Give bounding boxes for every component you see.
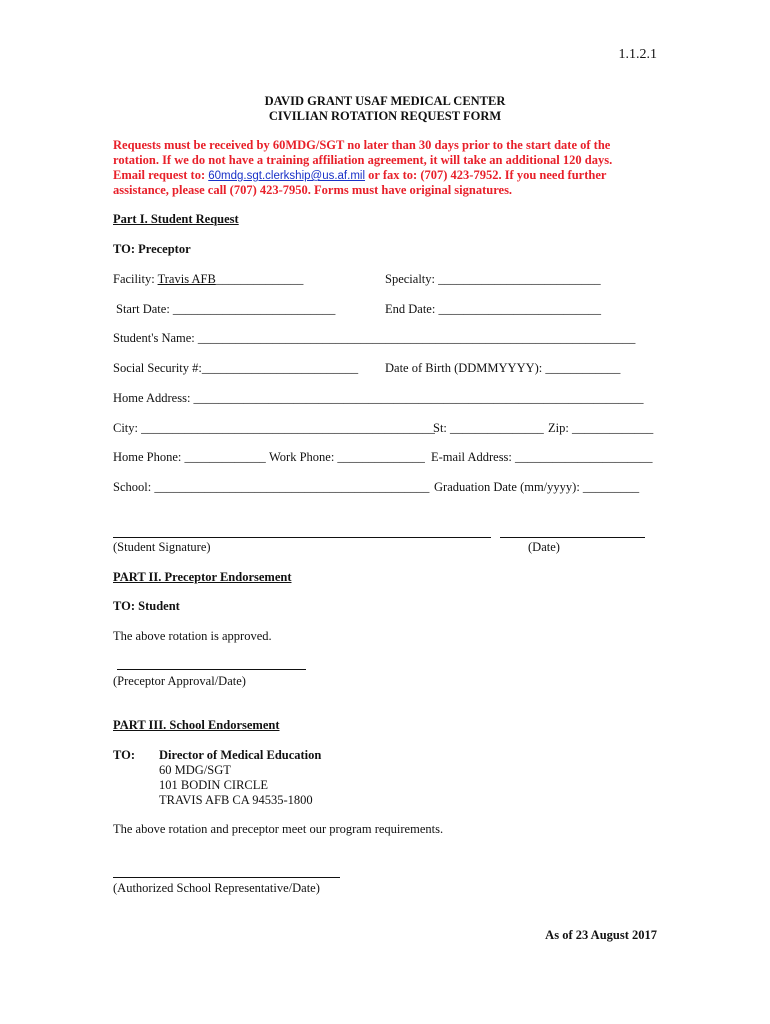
home-address-field[interactable]: Home Address: ________________________________________________________________________ bbox=[113, 391, 644, 405]
student-signature-label: (Student Signature) bbox=[113, 540, 211, 554]
work-phone-field[interactable]: Work Phone: ______________ bbox=[269, 450, 425, 464]
school-field[interactable]: School: ____________________________________________ bbox=[113, 480, 430, 494]
rotation-approved-text: The above rotation is approved. bbox=[113, 629, 272, 643]
part2-title: PART II. Preceptor Endorsement bbox=[113, 570, 292, 584]
ssn-field[interactable]: Social Security #:_________________________ bbox=[113, 361, 359, 375]
part1-to-preceptor: TO: Preceptor bbox=[113, 242, 191, 256]
state-field[interactable]: St: _______________ bbox=[433, 421, 544, 435]
dob-field[interactable]: Date of Birth (DDMMYYYY): ____________ bbox=[385, 361, 621, 375]
header-title-line1: DAVID GRANT USAF MEDICAL CENTER bbox=[264, 94, 506, 108]
school-rep-label: (Authorized School Representative/Date) bbox=[113, 881, 320, 895]
student-date-label: (Date) bbox=[528, 540, 560, 554]
notice-line2: rotation. If we do not have a training affiliation agreement, it will take an additional 120 days. bbox=[113, 153, 613, 167]
document-number: 1.1.2.1 bbox=[618, 47, 657, 62]
notice-line1: Requests must be received by 60MDG/SGT no later than 30 days prior to the start date of the bbox=[113, 138, 611, 152]
notice-line4: assistance, please call (707) 423-7950. Forms must have original signatures. bbox=[113, 183, 513, 197]
end-date-field[interactable]: End Date: __________________________ bbox=[385, 302, 601, 316]
email-address-field[interactable]: E-mail Address: ______________________ bbox=[431, 450, 653, 464]
preceptor-approval-label: (Preceptor Approval/Date) bbox=[113, 674, 246, 688]
student-date-line[interactable] bbox=[500, 537, 645, 538]
facility-value: Travis AFB bbox=[157, 272, 216, 286]
part2-to-student: TO: Student bbox=[113, 599, 180, 613]
address-line3: TRAVIS AFB CA 94535-1800 bbox=[159, 793, 313, 807]
facility-blank: ______________ bbox=[215, 272, 304, 286]
address-line1: 60 MDG/SGT bbox=[159, 763, 231, 777]
student-signature-line[interactable] bbox=[113, 537, 491, 538]
part1-title: Part I. Student Request bbox=[113, 212, 239, 226]
facility-label: Facility: bbox=[113, 272, 158, 286]
specialty-field[interactable]: Specialty: __________________________ bbox=[385, 272, 601, 286]
notice-line3 bbox=[113, 168, 606, 184]
email-link[interactable]: 60mdg.sgt.clerkship@us.af.mil bbox=[208, 170, 366, 182]
notice-fax-text: or fax to: (707) 423-7952. If you need further bbox=[365, 168, 607, 182]
address-recipient: Director of Medical Education bbox=[159, 748, 322, 762]
graduation-date-field[interactable]: Graduation Date (mm/yyyy): _________ bbox=[434, 480, 640, 494]
school-rep-signature-line[interactable] bbox=[113, 877, 340, 878]
program-requirements-text: The above rotation and preceptor meet our program requirements. bbox=[113, 822, 444, 836]
student-name-field[interactable]: Student's Name: ______________________________________________________________________ bbox=[113, 331, 636, 345]
zip-field[interactable]: Zip: _____________ bbox=[548, 421, 654, 435]
home-phone-field[interactable]: Home Phone: _____________ bbox=[113, 450, 266, 464]
as-of-date: As of 23 August 2017 bbox=[545, 928, 657, 942]
preceptor-signature-line[interactable] bbox=[117, 669, 306, 670]
part3-to-label: TO: bbox=[113, 748, 135, 762]
start-date-field[interactable]: Start Date: __________________________ bbox=[116, 302, 336, 316]
city-field[interactable]: City: _______________________________________________ bbox=[113, 421, 435, 435]
part3-title: PART III. School Endorsement bbox=[113, 718, 280, 732]
notice-email-prefix: Email request to: bbox=[113, 168, 209, 182]
facility-field[interactable] bbox=[113, 272, 303, 287]
address-line2: 101 BODIN CIRCLE bbox=[159, 778, 269, 792]
header-title-line2: CIVILIAN ROTATION REQUEST FORM bbox=[268, 109, 502, 123]
